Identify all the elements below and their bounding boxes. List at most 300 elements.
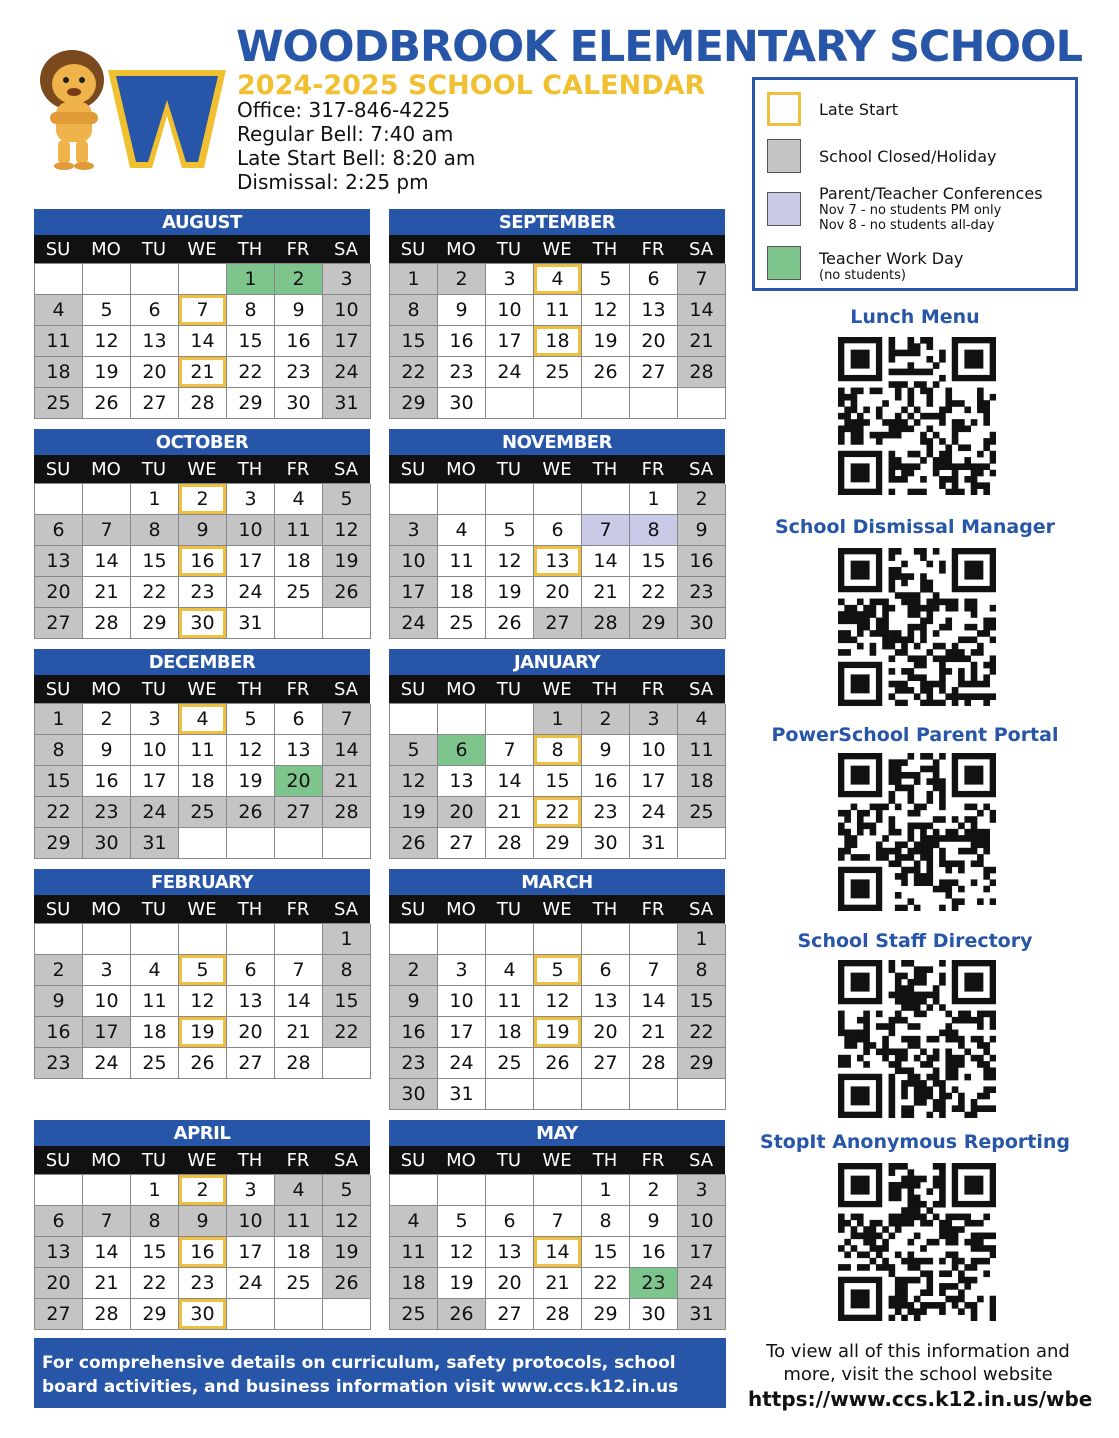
date-cell: 26 <box>323 1268 371 1299</box>
date-cell: 21 <box>83 577 131 608</box>
date-cell: 19 <box>438 1268 486 1299</box>
date-cell: 21 <box>323 766 371 797</box>
date-cell: 7 <box>275 955 323 986</box>
date-cell: 15 <box>678 986 726 1017</box>
empty-cell <box>83 1175 131 1206</box>
date-grid <box>34 1174 370 1330</box>
date-cell: 26 <box>582 357 630 388</box>
date-cell: 9 <box>83 735 131 766</box>
weekday-label: SU <box>45 459 71 480</box>
date-cell: 10 <box>438 986 486 1017</box>
date-cell: 6 <box>35 515 83 546</box>
weekday-label: MO <box>91 679 121 700</box>
date-cell: 3 <box>390 515 438 546</box>
date-cell: 22 <box>131 577 179 608</box>
date-cell: 3 <box>227 1175 275 1206</box>
date-cell: 25 <box>534 357 582 388</box>
date-cell: 5 <box>582 264 630 295</box>
empty-cell <box>35 484 83 515</box>
empty-cell <box>534 388 582 419</box>
date-cell: 10 <box>630 735 678 766</box>
date-cell: 15 <box>131 1237 179 1268</box>
empty-cell <box>390 484 438 515</box>
date-cell: 24 <box>390 608 438 639</box>
empty-cell <box>630 1079 678 1110</box>
date-cell: 8 <box>35 735 83 766</box>
date-cell: 10 <box>323 295 371 326</box>
date-cell: 7 <box>323 704 371 735</box>
date-cell: 14 <box>630 986 678 1017</box>
empty-cell <box>83 924 131 955</box>
date-cell: 12 <box>534 986 582 1017</box>
date-cell: 29 <box>131 608 179 639</box>
empty-cell <box>179 264 227 295</box>
date-cell: 19 <box>227 766 275 797</box>
date-cell: 19 <box>83 357 131 388</box>
empty-cell <box>179 828 227 859</box>
conferences-swatch <box>767 192 801 226</box>
date-cell: 28 <box>582 608 630 639</box>
date-cell: 29 <box>534 828 582 859</box>
date-cell: 14 <box>83 1237 131 1268</box>
weekday-label: MO <box>446 679 476 700</box>
date-cell: 28 <box>179 388 227 419</box>
weekday-header <box>34 235 370 263</box>
weekday-label: WE <box>542 899 572 920</box>
closed-swatch <box>767 139 801 173</box>
weekday-label: FR <box>641 1150 665 1171</box>
date-cell: 12 <box>227 735 275 766</box>
website-note <box>748 1340 1088 1386</box>
date-cell: 28 <box>678 357 726 388</box>
date-cell: 14 <box>534 1237 582 1268</box>
date-cell: 18 <box>275 1237 323 1268</box>
date-cell: 31 <box>438 1079 486 1110</box>
empty-cell <box>486 1079 534 1110</box>
empty-cell <box>630 924 678 955</box>
date-cell: 8 <box>131 515 179 546</box>
date-cell: 8 <box>390 295 438 326</box>
weekday-label: TU <box>496 459 522 480</box>
empty-cell <box>438 924 486 955</box>
dismissal-time: Dismissal: 2:25 pm <box>237 170 429 194</box>
qr-title-lunch-menu: Lunch Menu <box>850 306 980 328</box>
date-cell: 18 <box>486 1017 534 1048</box>
date-cell: 3 <box>438 955 486 986</box>
date-cell: 4 <box>275 484 323 515</box>
date-cell: 17 <box>438 1017 486 1048</box>
legend <box>752 77 1078 291</box>
school-name: WOODBROOK ELEMENTARY SCHOOL <box>236 22 1082 72</box>
weekday-label: TU <box>496 899 522 920</box>
date-cell: 1 <box>131 484 179 515</box>
date-cell: 11 <box>438 546 486 577</box>
date-cell: 22 <box>630 577 678 608</box>
empty-cell <box>678 388 726 419</box>
weekday-header <box>389 1146 725 1174</box>
qr-code-icon[interactable] <box>838 753 996 911</box>
office-phone: Office: 317-846-4225 <box>237 98 451 122</box>
empty-cell <box>275 924 323 955</box>
date-cell: 6 <box>630 264 678 295</box>
date-cell: 14 <box>678 295 726 326</box>
empty-cell <box>534 1175 582 1206</box>
date-cell: 15 <box>35 766 83 797</box>
weekday-label: SA <box>688 1150 714 1171</box>
date-cell: 25 <box>486 1048 534 1079</box>
date-grid <box>389 263 725 419</box>
date-cell: 30 <box>83 828 131 859</box>
legend-late-start: Late Start <box>819 100 899 119</box>
date-cell: 8 <box>678 955 726 986</box>
qr-code-icon[interactable] <box>838 960 996 1118</box>
weekday-label: SA <box>333 459 359 480</box>
date-cell: 9 <box>390 986 438 1017</box>
date-cell: 18 <box>35 357 83 388</box>
date-cell: 4 <box>678 704 726 735</box>
date-cell: 15 <box>227 326 275 357</box>
date-cell: 3 <box>486 264 534 295</box>
date-cell: 8 <box>534 735 582 766</box>
date-cell: 22 <box>323 1017 371 1048</box>
month-title: SEPTEMBER <box>389 209 725 235</box>
empty-cell <box>582 484 630 515</box>
date-cell: 13 <box>35 1237 83 1268</box>
qr-title-staff-directory: School Staff Directory <box>797 930 1033 952</box>
date-cell: 8 <box>131 1206 179 1237</box>
date-cell: 16 <box>630 1237 678 1268</box>
date-cell: 28 <box>275 1048 323 1079</box>
date-cell: 6 <box>582 955 630 986</box>
date-cell: 16 <box>83 766 131 797</box>
date-cell: 18 <box>678 766 726 797</box>
empty-cell <box>390 1175 438 1206</box>
date-cell: 2 <box>179 484 227 515</box>
date-cell: 28 <box>83 1299 131 1330</box>
legend-conferences: Parent/Teacher Conferences <box>819 184 1043 203</box>
weekday-label: WE <box>542 239 572 260</box>
date-cell: 10 <box>227 515 275 546</box>
date-cell: 18 <box>534 326 582 357</box>
weekday-label: SU <box>45 679 71 700</box>
date-cell: 8 <box>630 515 678 546</box>
date-cell: 11 <box>486 986 534 1017</box>
weekday-label: SA <box>688 679 714 700</box>
date-grid <box>389 923 725 1110</box>
weekday-header <box>389 895 725 923</box>
month-title: MAY <box>389 1120 725 1146</box>
weekday-label: TH <box>592 459 618 480</box>
date-cell: 14 <box>582 546 630 577</box>
date-cell: 9 <box>179 515 227 546</box>
date-cell: 12 <box>323 1206 371 1237</box>
date-cell: 21 <box>582 577 630 608</box>
weekday-label: TH <box>237 239 263 260</box>
date-cell: 14 <box>486 766 534 797</box>
date-cell: 17 <box>323 326 371 357</box>
weekday-header <box>389 235 725 263</box>
empty-cell <box>486 1175 534 1206</box>
weekday-label: TH <box>592 239 618 260</box>
empty-cell <box>275 608 323 639</box>
date-cell: 16 <box>275 326 323 357</box>
date-cell: 5 <box>486 515 534 546</box>
date-grid <box>34 923 370 1079</box>
date-cell: 15 <box>582 1237 630 1268</box>
date-cell: 20 <box>582 1017 630 1048</box>
date-cell: 13 <box>131 326 179 357</box>
date-cell: 6 <box>275 704 323 735</box>
date-cell: 31 <box>323 388 371 419</box>
date-cell: 16 <box>582 766 630 797</box>
lion-mascot-icon <box>40 50 104 170</box>
date-cell: 11 <box>179 735 227 766</box>
date-grid <box>389 483 725 639</box>
date-cell: 28 <box>630 1048 678 1079</box>
date-cell: 2 <box>390 955 438 986</box>
date-cell: 30 <box>582 828 630 859</box>
date-cell: 24 <box>486 357 534 388</box>
date-cell: 20 <box>35 577 83 608</box>
date-cell: 7 <box>486 735 534 766</box>
empty-cell <box>83 484 131 515</box>
date-cell: 24 <box>630 797 678 828</box>
date-cell: 23 <box>438 357 486 388</box>
date-cell: 23 <box>582 797 630 828</box>
date-cell: 30 <box>630 1299 678 1330</box>
qr-title-parent-portal: PowerSchool Parent Portal <box>771 724 1059 746</box>
qr-code-icon[interactable] <box>838 337 996 495</box>
date-cell: 22 <box>227 357 275 388</box>
date-cell: 2 <box>582 704 630 735</box>
date-cell: 9 <box>35 986 83 1017</box>
date-cell: 6 <box>438 735 486 766</box>
date-cell: 17 <box>227 1237 275 1268</box>
date-cell: 15 <box>390 326 438 357</box>
date-cell: 25 <box>275 1268 323 1299</box>
date-grid <box>34 263 370 419</box>
weekday-label: WE <box>542 459 572 480</box>
weekday-label: SU <box>45 899 71 920</box>
weekday-label: TU <box>141 679 167 700</box>
date-cell: 31 <box>227 608 275 639</box>
date-cell: 2 <box>83 704 131 735</box>
date-cell: 3 <box>323 264 371 295</box>
legend-teacher-day: Teacher Work Day <box>819 249 964 268</box>
date-cell: 22 <box>582 1268 630 1299</box>
empty-cell <box>630 388 678 419</box>
date-cell: 17 <box>630 766 678 797</box>
date-cell: 26 <box>390 828 438 859</box>
date-cell: 20 <box>275 766 323 797</box>
date-cell: 31 <box>131 828 179 859</box>
date-cell: 25 <box>35 388 83 419</box>
date-cell: 18 <box>438 577 486 608</box>
date-cell: 22 <box>534 797 582 828</box>
date-cell: 13 <box>227 986 275 1017</box>
date-cell: 10 <box>678 1206 726 1237</box>
empty-cell <box>390 924 438 955</box>
date-grid <box>389 703 725 859</box>
date-cell: 7 <box>630 955 678 986</box>
empty-cell <box>534 924 582 955</box>
date-cell: 1 <box>35 704 83 735</box>
date-cell: 28 <box>534 1299 582 1330</box>
date-cell: 27 <box>227 1048 275 1079</box>
website-url[interactable]: https://www.ccs.k12.in.us/wbe <box>748 1387 1093 1411</box>
date-cell: 19 <box>582 326 630 357</box>
date-cell: 3 <box>630 704 678 735</box>
legend-conferences-note-1: Nov 7 - no students PM only <box>819 203 1002 218</box>
date-cell: 5 <box>323 484 371 515</box>
weekday-label: TH <box>237 459 263 480</box>
date-cell: 12 <box>486 546 534 577</box>
school-logo <box>30 40 230 172</box>
date-cell: 1 <box>582 1175 630 1206</box>
date-cell: 13 <box>35 546 83 577</box>
weekday-label: SA <box>688 239 714 260</box>
weekday-label: SU <box>400 459 426 480</box>
date-cell: 12 <box>83 326 131 357</box>
date-cell: 27 <box>486 1299 534 1330</box>
date-cell: 6 <box>35 1206 83 1237</box>
date-cell: 25 <box>438 608 486 639</box>
date-cell: 1 <box>630 484 678 515</box>
website-note-line-2: more, visit the school website <box>783 1364 1053 1385</box>
weekday-label: SA <box>688 899 714 920</box>
date-cell: 16 <box>35 1017 83 1048</box>
date-cell: 11 <box>390 1237 438 1268</box>
month-february <box>34 869 370 1079</box>
weekday-label: TU <box>141 459 167 480</box>
weekday-label: FR <box>641 679 665 700</box>
empty-cell <box>390 704 438 735</box>
date-cell: 4 <box>131 955 179 986</box>
weekday-label: FR <box>286 239 310 260</box>
date-cell: 28 <box>83 608 131 639</box>
month-march <box>389 869 725 1110</box>
date-cell: 13 <box>630 295 678 326</box>
weekday-label: SA <box>333 679 359 700</box>
month-april <box>34 1120 370 1330</box>
date-cell: 29 <box>630 608 678 639</box>
date-cell: 30 <box>390 1079 438 1110</box>
date-cell: 29 <box>582 1299 630 1330</box>
date-cell: 26 <box>179 1048 227 1079</box>
date-cell: 22 <box>678 1017 726 1048</box>
date-cell: 31 <box>630 828 678 859</box>
weekday-label: TH <box>237 679 263 700</box>
empty-cell <box>582 1079 630 1110</box>
qr-title-dismissal-manager: School Dismissal Manager <box>774 516 1056 538</box>
qr-code-icon[interactable] <box>838 548 996 706</box>
legend-closed: School Closed/Holiday <box>819 147 997 166</box>
weekday-label: TU <box>141 899 167 920</box>
date-cell: 24 <box>83 1048 131 1079</box>
weekday-label: MO <box>91 459 121 480</box>
date-cell: 19 <box>323 546 371 577</box>
qr-code-icon[interactable] <box>838 1163 996 1321</box>
date-cell: 16 <box>179 1237 227 1268</box>
weekday-header <box>34 895 370 923</box>
date-cell: 24 <box>227 577 275 608</box>
month-title: AUGUST <box>34 209 370 235</box>
date-cell: 4 <box>390 1206 438 1237</box>
weekday-label: WE <box>187 239 217 260</box>
date-cell: 12 <box>582 295 630 326</box>
date-cell: 27 <box>35 1299 83 1330</box>
date-cell: 11 <box>678 735 726 766</box>
date-cell: 25 <box>390 1299 438 1330</box>
empty-cell <box>227 1299 275 1330</box>
empty-cell <box>582 388 630 419</box>
date-cell: 20 <box>227 1017 275 1048</box>
date-cell: 11 <box>35 326 83 357</box>
weekday-label: TH <box>237 899 263 920</box>
date-cell: 30 <box>179 608 227 639</box>
date-cell: 13 <box>534 546 582 577</box>
weekday-label: SA <box>688 459 714 480</box>
month-may <box>389 1120 725 1330</box>
date-cell: 12 <box>390 766 438 797</box>
date-cell: 27 <box>131 388 179 419</box>
empty-cell <box>486 924 534 955</box>
date-cell: 5 <box>323 1175 371 1206</box>
date-cell: 11 <box>275 1206 323 1237</box>
month-title: MARCH <box>389 869 725 895</box>
date-cell: 19 <box>486 577 534 608</box>
month-title: NOVEMBER <box>389 429 725 455</box>
month-october <box>34 429 370 639</box>
date-cell: 1 <box>323 924 371 955</box>
date-cell: 11 <box>534 295 582 326</box>
date-cell: 7 <box>582 515 630 546</box>
date-cell: 5 <box>179 955 227 986</box>
date-cell: 27 <box>275 797 323 828</box>
empty-cell <box>323 1299 371 1330</box>
date-cell: 9 <box>630 1206 678 1237</box>
empty-cell <box>131 924 179 955</box>
date-cell: 11 <box>275 515 323 546</box>
date-cell: 20 <box>630 326 678 357</box>
date-cell: 30 <box>179 1299 227 1330</box>
date-cell: 23 <box>179 577 227 608</box>
date-cell: 21 <box>678 326 726 357</box>
date-cell: 17 <box>227 546 275 577</box>
weekday-label: FR <box>641 239 665 260</box>
date-cell: 26 <box>438 1299 486 1330</box>
date-cell: 17 <box>83 1017 131 1048</box>
date-cell: 26 <box>227 797 275 828</box>
empty-cell <box>323 608 371 639</box>
date-cell: 6 <box>486 1206 534 1237</box>
date-cell: 14 <box>179 326 227 357</box>
weekday-label: MO <box>91 899 121 920</box>
date-cell: 15 <box>131 546 179 577</box>
date-cell: 27 <box>35 608 83 639</box>
date-cell: 20 <box>35 1268 83 1299</box>
date-cell: 8 <box>323 955 371 986</box>
date-cell: 30 <box>438 388 486 419</box>
empty-cell <box>323 828 371 859</box>
date-cell: 15 <box>534 766 582 797</box>
date-cell: 5 <box>438 1206 486 1237</box>
month-january <box>389 649 725 859</box>
weekday-label: TU <box>141 239 167 260</box>
month-december <box>34 649 370 859</box>
date-cell: 25 <box>131 1048 179 1079</box>
date-cell: 21 <box>534 1268 582 1299</box>
